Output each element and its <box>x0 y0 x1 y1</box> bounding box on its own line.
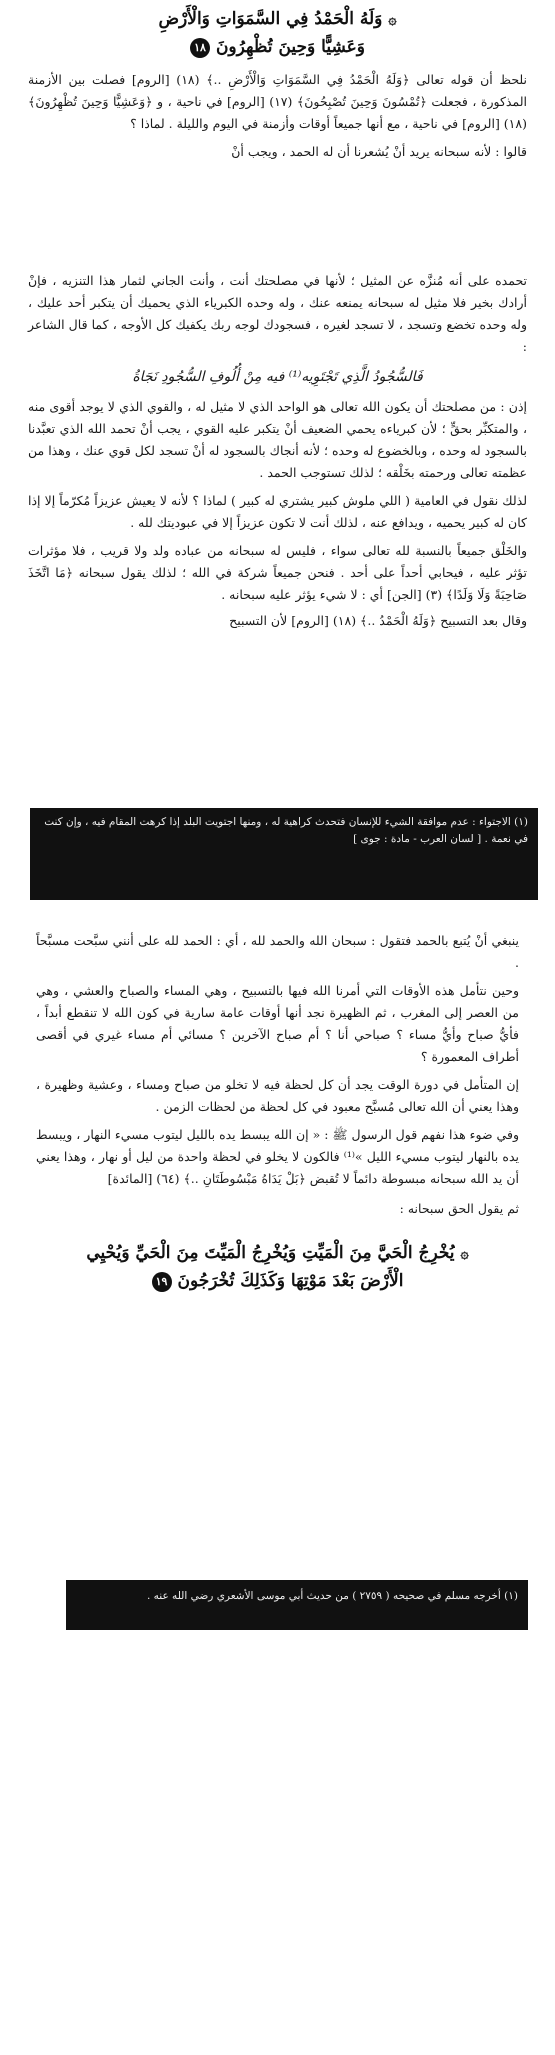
paragraph: نلحظ أن قوله تعالى ﴿وَلَهُ الْحَمْدُ فِي السَّمَوَاتِ وَالْأَرْضِ ..﴾ (١٨) [الروم] فصلت بين الأزمنة المذكورة ، فجعلت ﴿تُمْسُونَ وَحِينَ تُصْبِحُونَ﴾ (١٧) [الروم] في ناحية ، و ﴿وَعَشِيًّا وَحِينَ تُظْهِرُونَ﴾ (١٨) [الروم] في ناحية ، مع أنها جميعاً أوقات وأزمنة في اليوم والليلة . لماذا ؟ <box>28 72 528 131</box>
paragraph: ينبغي أنْ يُتبع بالحمد فتقول : سبحان الله والحمد لله ، أي : الحمد لله على أنني سبَّحت مسبَّحاً . <box>36 933 519 970</box>
poem-line: فَالسُّجُودُ الَّذِي تَجْتَوِيه⁽¹⁾ فيه مِنْ أُلُوفِ السُّجُودِ نَجَاةُ <box>132 369 423 385</box>
footnote-box <box>30 808 538 900</box>
ayah-number-badge: ١٩ <box>152 1272 172 1292</box>
verse-heading <box>36 1240 519 1268</box>
paragraph: والخَلْق جميعاً بالنسبة لله تعالى سواء ، فليس له سبحانه من عباده ولد ولا قريب ، فلا مؤثرات تؤثر عليه ، فيحابي أحداً على أحد . فنحن جميعاً شركة في الله ؛ لذلك يقول سبحانه ﴿مَا اتَّخَذَ صَاحِبَةً وَلَا وَلَدًا﴾ (٣) [الجن] أي : لا شيء يؤثر عليه سبحانه . <box>28 543 527 602</box>
paragraph: وفي ضوء هذا نفهم قول الرسول ﷺ : « إن الله يبسط يده بالليل ليتوب مسيء النهار ، ويبسط يده بالنهار ليتوب مسيء الليل »⁽¹⁾ فالكون لا يخلو في لحظة واحدة من ليل أو نهار ، وهذا يعني أن يد الله سبحانه مبسوطة دائماً لا تُقبض ﴿بَلْ يَدَاهُ مَبْسُوطَتَانِ ..﴾ (٦٤) [المائدة] <box>36 1127 519 1186</box>
paragraph: قالوا : لأنه سبحانه يريد أنْ يُشعرنا أن له الحمد ، ويجب أنْ <box>231 144 527 159</box>
footnote-text: (١) الاجتواء : عدم موافقة الشيء للإنسان فتحدث كراهية له ، ومنها اجتويت البلد إذا كرهت المقام فيه ، وإن كنت في نعمة . [ لسان العرب - مادة : جوى ] <box>44 816 528 845</box>
verse-line-2: الْأَرْضَ بَعْدَ مَوْتِهَا وَكَذَلِكَ تُخْرَجُونَ <box>177 1271 404 1291</box>
paragraph: إذن : من مصلحتك أن يكون الله تعالى هو الواحد الذي لا مثيل له ، والقوي الذي لا يوجد أقوى منه ، والمتكبِّر بحقٍّ ؛ لأن كبرياءه يحمي الضعيف أنْ يتكبر عليه القوي ، يجب أنْ تحمد الله الذي تعبَّدنا بالسجود له وحده ، وبالخضوع له وحده ؛ لأنه أنجاك بالسجود له أنْ تسجد لكل قوي عنك ، وهذا من عظمته تعالى ورحمته بخَلْقه ؛ لذلك تستوجب الحمد . <box>28 399 527 480</box>
paragraph: تحمده على أنه مُنزَّه عن المثيل ؛ لأنها في مصلحتك أنت ، وأنت الجاني لثمار هذا التنزيه ، فإنْ أرادك بخير فلا مثيل له سبحانه يمنعه عنك ، وله وحده الكبرياء الذي يحميك أن يتكبر أحد عليك ، وله وحده تخضع وتسجد ، لا تسجد لغيره ، فسجودك لوجه ربك يكفيك كل الأوجه ، كما قال الشاعر : <box>28 273 527 354</box>
ornament-icon: ۞ <box>388 12 397 28</box>
ornament-icon: ۞ <box>460 1246 469 1262</box>
verse-line-1: وَلَهُ الْحَمْدُ فِي السَّمَوَاتِ وَالْأَرْضِ <box>158 9 383 29</box>
paragraph: إن المتأمل في دورة الوقت يجد أن كل لحظة فيه لا تخلو من صباح ومساء ، وعشية وظهيرة ، وهذا يعني أن الله تعالى مُسبَّح معبود في كل لحظة من لحظات الزمن . <box>36 1077 519 1114</box>
footnote-box <box>66 1580 528 1630</box>
page-section-middle <box>0 270 555 865</box>
verse-heading-line2 <box>36 1268 519 1295</box>
footnote-text: (١) أخرجه مسلم في صحيحه ( ٢٧٥٩ ) من حديث أبي موسى الأشعري رضي الله عنه . <box>146 1590 518 1602</box>
paragraph: وحين نتأمل هذه الأوقات التي أمرنا الله فيها بالتسبيح ، وهي المساء والصباح والعشي ، وهي من العصر إلى المغرب ، ثم الظهيرة نجد أنها أوقات عامة سارية في كون الله لا تنقطع أبداً ، فأيُّ صباح وأيُّ مساء ؟ صباحي أنا ؟ أم صباح الآخرين ؟ مسائي أم مساء غيري في أقصى أطراف المعمورة ؟ <box>36 983 519 1064</box>
verse-heading <box>28 6 527 34</box>
paragraph: وقال بعد التسبيح ﴿وَلَهُ الْحَمْدُ ..﴾ (١٨) [الروم] لأن التسبيح <box>229 613 527 628</box>
paragraph: لذلك نقول في العامية ( اللي ملوش كبير يشتري له كبير ) لماذا ؟ لأنه لا يعيش عزيزاً مُكرّماً إلا إذا كان له كبير يحميه ، ويدافع عنه ، لذلك أنت لا تكون عزيزاً إلا في عبوديتك لله . <box>28 493 527 530</box>
page-section-bottom <box>0 930 555 1570</box>
page-section-top <box>0 0 555 230</box>
verse-line-1: يُخْرِجُ الْحَيَّ مِنَ الْمَيِّتِ وَيُخْرِجُ الْمَيِّتَ مِنَ الْحَيِّ وَيُحْيِي <box>86 1243 455 1263</box>
ayah-number-badge: ١٨ <box>190 38 210 58</box>
verse-heading-line2 <box>28 34 527 61</box>
verse-line-2: وَعَشِيًّا وَحِينَ تُظْهِرُونَ <box>215 37 365 57</box>
paragraph: ثم يقول الحق سبحانه : <box>399 1201 519 1216</box>
